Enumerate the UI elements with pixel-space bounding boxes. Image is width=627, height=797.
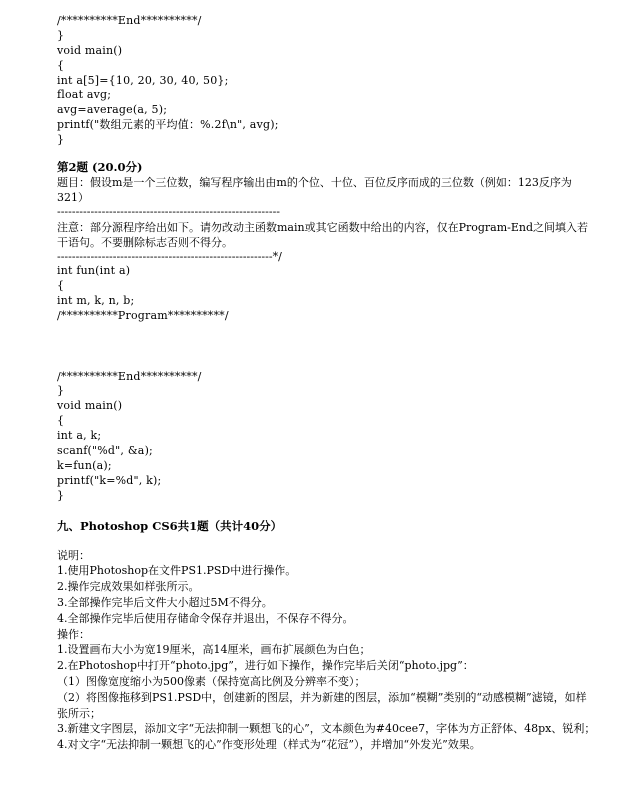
document-page bbox=[57, 14, 597, 753]
instruction-line: 1.使用Photoshop在文件PS1.PSD中进行操作。 bbox=[57, 564, 297, 578]
code-line: int m, k, n, b; bbox=[57, 293, 135, 307]
instruction-line: 3.新建文字图层，添加文字“无法抑制一颗想飞的心”，文本颜色为#40cee7，字体为方正舒体、48px、锐利； bbox=[57, 722, 596, 736]
dash-separator: ------------------------------------------------------------ bbox=[57, 205, 281, 219]
code-line: int a[5]={10, 20, 30, 40, 50}; bbox=[57, 73, 229, 87]
instruction-line: 1.设置画布大小为宽19厘米，高14厘米，画布扩展颜色为白色； bbox=[57, 643, 371, 657]
code-line: k=fun(a); bbox=[57, 458, 112, 472]
code-line: } bbox=[57, 133, 65, 147]
instruction-line: 4.对文字“无法抑制一颗想飞的心”作变形处理（样式为“花冠”），并增加“外发光”效果。 bbox=[57, 738, 481, 752]
question-2-note: 注意：部分源程序给出如下。请勿改动主函数main或其它函数中给出的内容，仅在Program-End之间填入若干语句。不要删除标志否则不得分。 bbox=[57, 220, 589, 249]
instruction-line: 4.全部操作完毕后使用存储命令保存并退出，不保存不得分。 bbox=[57, 611, 354, 625]
code-line: { bbox=[57, 278, 65, 292]
code-line: printf("数组元素的平均值：%.2f\n", avg); bbox=[57, 118, 279, 132]
code-line: { bbox=[57, 58, 65, 72]
dash-separator: ----------------------------------------------------------*/ bbox=[57, 249, 282, 263]
instruction-line: （2）将图像拖移到PS1.PSD中，创建新的图层，并为新建的图层，添加“模糊”类别的“动感模糊”滤镜，如样张所示； bbox=[57, 690, 587, 720]
code-line: printf("k=%d", k); bbox=[57, 473, 162, 487]
code-block-main-fun bbox=[57, 370, 597, 504]
code-line: } bbox=[57, 488, 65, 502]
instruction-line: 2.操作完成效果如样张所示。 bbox=[57, 580, 200, 594]
instruction-line: 3.全部操作完毕后文件大小超过5M不得分。 bbox=[57, 595, 273, 609]
answer-blank-area bbox=[57, 324, 597, 370]
question-2-prompt: 题目：假设m是一个三位数，编写程序输出由m的个位、十位、百位反序而成的三位数（例如：123反序为321） bbox=[57, 176, 572, 205]
code-line: /**********End**********/ bbox=[57, 14, 202, 27]
section-9-title: 九、Photoshop CS6共1题（共计40分） bbox=[57, 518, 283, 533]
instruction-line: （1）图像宽度缩小为500像素（保持宽高比例及分辨率不变）； bbox=[57, 674, 366, 688]
code-line: void main() bbox=[57, 399, 123, 413]
code-line: { bbox=[57, 414, 65, 428]
code-block-main-average bbox=[57, 14, 597, 148]
code-line: } bbox=[57, 384, 65, 398]
question-2-title: 第2题 (20.0分) bbox=[57, 160, 143, 175]
code-line: /**********End**********/ bbox=[57, 369, 202, 383]
section-9-instructions bbox=[57, 548, 597, 753]
code-line: /**********Program**********/ bbox=[57, 308, 229, 322]
instruction-line: 说明： bbox=[57, 548, 90, 562]
code-line: scanf("%d", &a); bbox=[57, 444, 153, 458]
code-line: int a, k; bbox=[57, 429, 102, 443]
instruction-line: 2.在Photoshop中打开“photo.jpg”，进行如下操作，操作完毕后关闭“photo.jpg”： bbox=[57, 659, 474, 673]
instruction-line: 操作： bbox=[57, 627, 90, 641]
code-line: void main() bbox=[57, 43, 123, 57]
code-line: int fun(int a) bbox=[57, 264, 131, 278]
code-line: } bbox=[57, 28, 65, 42]
code-block-fun bbox=[57, 264, 597, 324]
code-line: float avg; bbox=[57, 88, 112, 102]
code-line: avg=average(a, 5); bbox=[57, 103, 168, 117]
